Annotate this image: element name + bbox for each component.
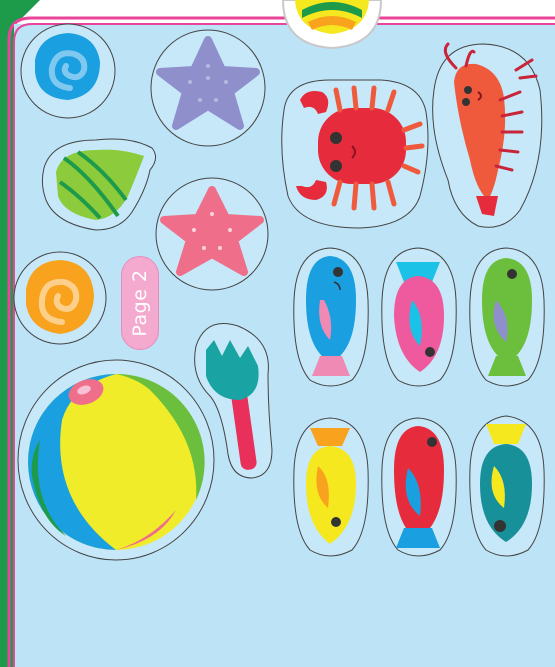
green-fish-sticker[interactable] bbox=[470, 248, 544, 386]
blue-shell-sticker[interactable] bbox=[21, 24, 115, 118]
orange-shell-sticker[interactable] bbox=[14, 252, 106, 344]
teal-fish-sticker[interactable] bbox=[470, 416, 544, 556]
red-fish-sticker[interactable] bbox=[382, 418, 456, 556]
cyan-pink-fish-sticker[interactable] bbox=[382, 248, 456, 386]
page-label: Page 2 bbox=[129, 269, 151, 337]
page-label-tab bbox=[121, 256, 159, 350]
purple-starfish-sticker[interactable] bbox=[151, 30, 265, 146]
yellow-fish-sticker[interactable] bbox=[294, 418, 368, 556]
blue-fish-sticker[interactable] bbox=[294, 248, 368, 386]
red-crab-sticker[interactable] bbox=[282, 80, 428, 228]
pink-starfish-sticker[interactable] bbox=[156, 178, 268, 290]
beach-ball-sticker[interactable] bbox=[18, 360, 214, 560]
